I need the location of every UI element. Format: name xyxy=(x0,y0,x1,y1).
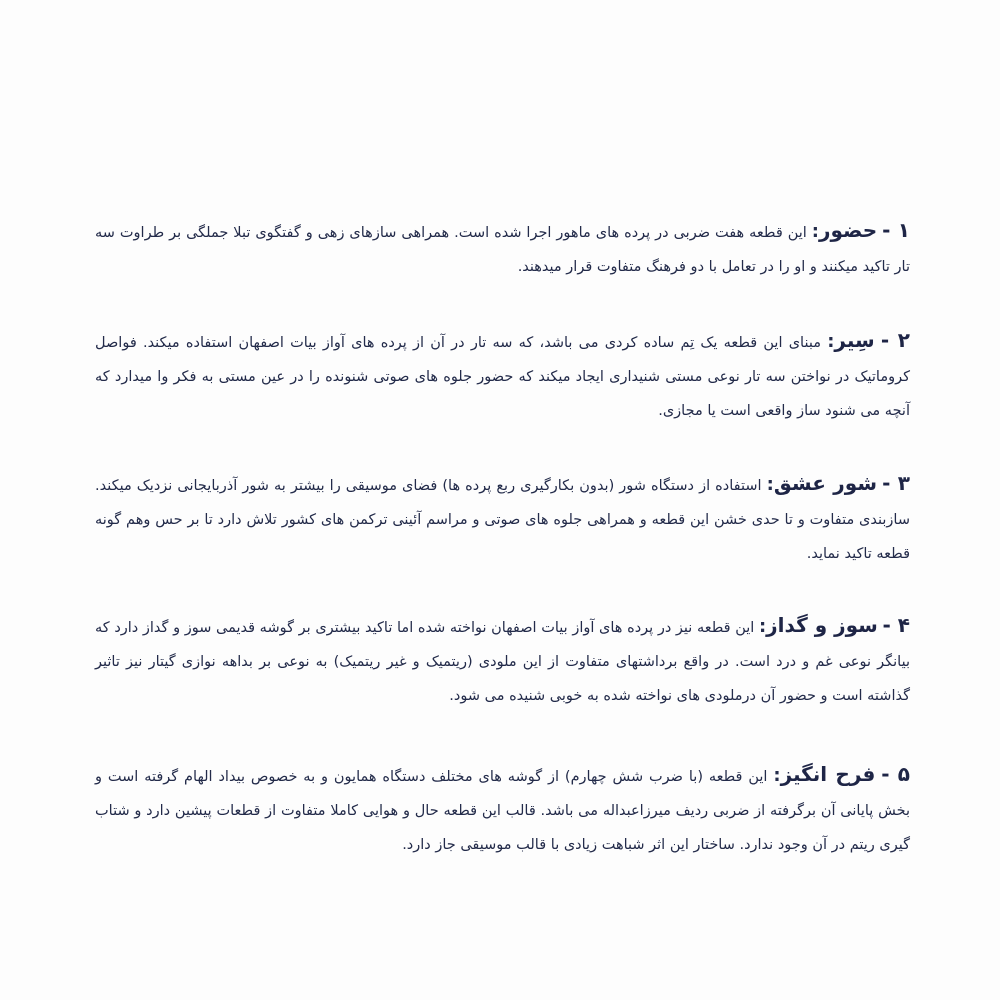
track-title: سوز و گداز xyxy=(766,613,878,637)
track-description-4 xyxy=(95,608,910,713)
track-title: شور عشق xyxy=(773,471,877,495)
track-body: مبنای این قطعه یک تِم ساده کردی می باشد، که سه تار در آن از پرده های آواز بیات اصفهان استفاده میکند. فواصل کروماتیک در نواختن سه تار نوعی مستی شنیداری ایجاد میکند که حضور جلوه های صوتی شنونده را در عین مستی به فکر وا میدارد که آنچه می شنود ساز واقعی است یا مجازی. xyxy=(95,335,910,419)
track-body: این قطعه نیز در پرده های آواز بیات اصفهان نواخته شده اما تاکید بیشتری بر گوشه قدیمی سوز و گداز دارد که بیانگر نوعی غم و درد است. در واقع برداشتهای متفاوت از این ملودی (ریتمیک و غیر ریتمیک) به نوعی بر بداهه نوازی گیتار نیز تاثیر گذاشته است و حضور آن درملودی های نواخته شده به خوبی شنیده می شود. xyxy=(95,620,910,704)
track-number: ۱ - xyxy=(882,218,910,242)
track-description-3 xyxy=(95,466,910,571)
track-body: این قطعه هفت ضربی در پرده های ماهور اجرا شده است. همراهی سازهای زهی و گفتگوی تبلا جملگی بر طراوت سه تار تاکید میکنند و او را در تعامل با دو فرهنگ متفاوت قرار میدهند. xyxy=(95,225,910,275)
title-colon: : xyxy=(811,221,819,242)
track-body: استفاده از دستگاه شور (بدون بکارگیری ربع پرده ها) فضای موسیقی را بیشتر به شور آذربایجانی نزدیک میکند. سازبندی متفاوت و تا حدی خشن این قطعه و همراهی جلوه های صوتی و مراسم آئینی ترکمن های کشور تلاش دارد تا بر حس وهم گونه قطعه تاکید نماید. xyxy=(95,478,910,562)
track-description-2 xyxy=(95,323,910,428)
track-title: سِیر xyxy=(834,328,875,352)
title-colon: : xyxy=(773,765,781,786)
title-colon: : xyxy=(827,331,835,352)
track-title: حضور xyxy=(819,218,878,242)
track-description-5 xyxy=(95,757,910,862)
track-number: ۴ - xyxy=(882,613,911,637)
track-number: ۳ - xyxy=(882,471,911,495)
track-number: ۲ - xyxy=(880,328,911,352)
track-title: فرح انگیز xyxy=(780,762,876,786)
track-description-1 xyxy=(95,213,910,284)
title-colon: : xyxy=(758,616,767,637)
track-body: این قطعه (با ضرب شش چهارم) از گوشه های مختلف دستگاه همایون و به خصوص بیداد الهام گرفته است و بخش پایانی آن برگرفته از ضربی ردیف میرزاعبداله می باشد. قالب این قطعه حال و هوایی کاملا متفاوت از قطعات پیشین دارد و شتاب گیری ریتم در آن وجود ندارد. ساختار این اثر شباهت زیادی با قالب موسیقی جاز دارد. xyxy=(95,769,910,853)
title-colon: : xyxy=(766,474,774,495)
track-number: ۵ - xyxy=(881,762,911,786)
